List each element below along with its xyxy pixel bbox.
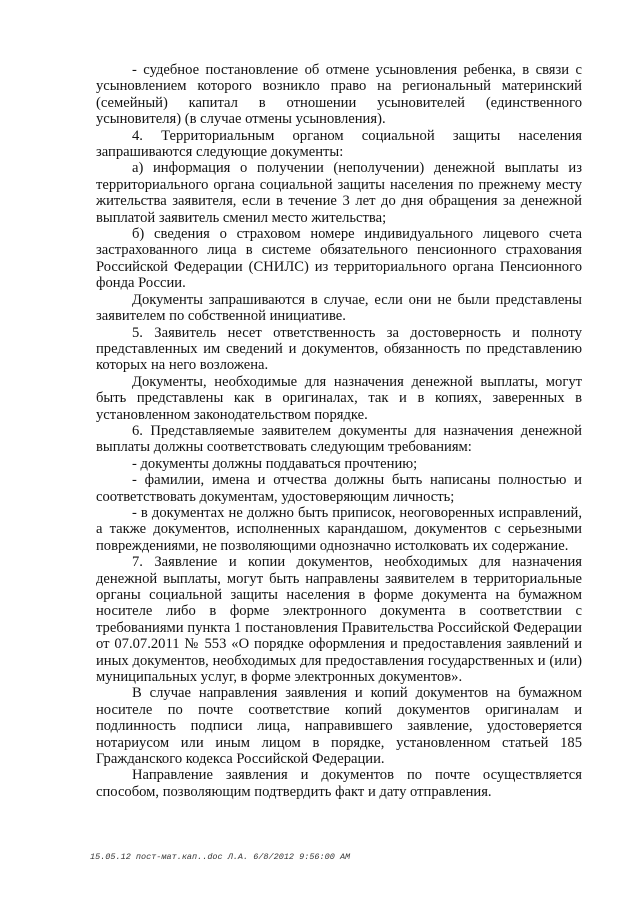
- document-footer: 15.05.12 пост-мат.кап..doc Л.А. 6/8/2012 9:56:00 AM: [90, 852, 351, 862]
- list-item-no-corrections: - в документах не должно быть приписок, неоговоренных исправлений, а также документов, исполненных карандашом, документов с серьезными повреждениями, не позволяющими однозначно истолковать их содержание.: [96, 504, 582, 554]
- paragraph-item-4a: а) информация о получении (неполучении) денежной выплаты из территориального органа социальной защиты населения по прежнему месту жительства заявителя, если в течение 3 лет до дня обращения за денежной выплатой заявитель сменил место жительства;: [96, 160, 582, 226]
- document-body: [96, 62, 582, 800]
- paragraph-adoption-cancel: - судебное постановление об отмене усыновления ребенка, в связи с усыновлением которого возникло право на региональный материнский (семейный) капитал в отношении усыновителей (единственного усыновителя) (в случае отмены усыновления).: [96, 62, 582, 128]
- paragraph-request-note: Документы запрашиваются в случае, если они не были представлены заявителем по собственной инициативе.: [96, 291, 582, 325]
- paragraph-postal-copies: В случае направления заявления и копий документов на бумажном носителе по почте соответствие копий документов оригиналам и подлинность подписи лица, направившего заявление, удостоверяется нотариусом или иным лицом в порядке, установленном статьей 185 Гражданского кодекса Российской Федерации.: [96, 685, 582, 768]
- list-item-readable: - документы должны поддаваться прочтению;: [132, 455, 418, 472]
- paragraph-item-4b: б) сведения о страховом номере индивидуального лицевого счета застрахованного лица в системе обязательного пенсионного страхования Российской Федерации (СНИЛС) из территориального органа Пенсионного фонда России.: [96, 226, 582, 292]
- paragraph-documents-copies: Документы, необходимые для назначения денежной выплаты, могут быть представлены как в оригиналах, так и в копиях, заверенных в установленном законодательством порядке.: [96, 373, 582, 423]
- paragraph-postal-method: Направление заявления и документов по почте осуществляется способом, позволяющим подтвердить факт и дату отправления.: [96, 767, 582, 800]
- paragraph-item-4: 4. Территориальным органом социальной защиты населения запрашиваются следующие документы:: [96, 127, 582, 161]
- paragraph-item-5: 5. Заявитель несет ответственность за достоверность и полноту представленных им сведений и документов, обязанность по представлению которых на него возложена.: [96, 324, 582, 374]
- paragraph-item-6: 6. Представляемые заявителем документы для назначения денежной выплаты должны соответствовать следующим требованиям:: [96, 422, 582, 456]
- paragraph-item-7: 7. Заявление и копии документов, необходимых для назначения денежной выплаты, могут быть направлены заявителем в территориальные органы социальной защиты населения в форме документа на бумажном носителе либо в форме электронного документа в соответствии с требованиями пункта 1 постановления Правительства Российской Федерации от 07.07.2011 № 553 «О порядке оформления и предоставления заявлений и иных документов, необходимых для предоставления государственных и (или) муниципальных услуг, в форме электронных документов».: [96, 554, 582, 686]
- list-item-names: - фамилии, имена и отчества должны быть написаны полностью и соответствовать документам, удостоверяющим личность;: [96, 472, 582, 505]
